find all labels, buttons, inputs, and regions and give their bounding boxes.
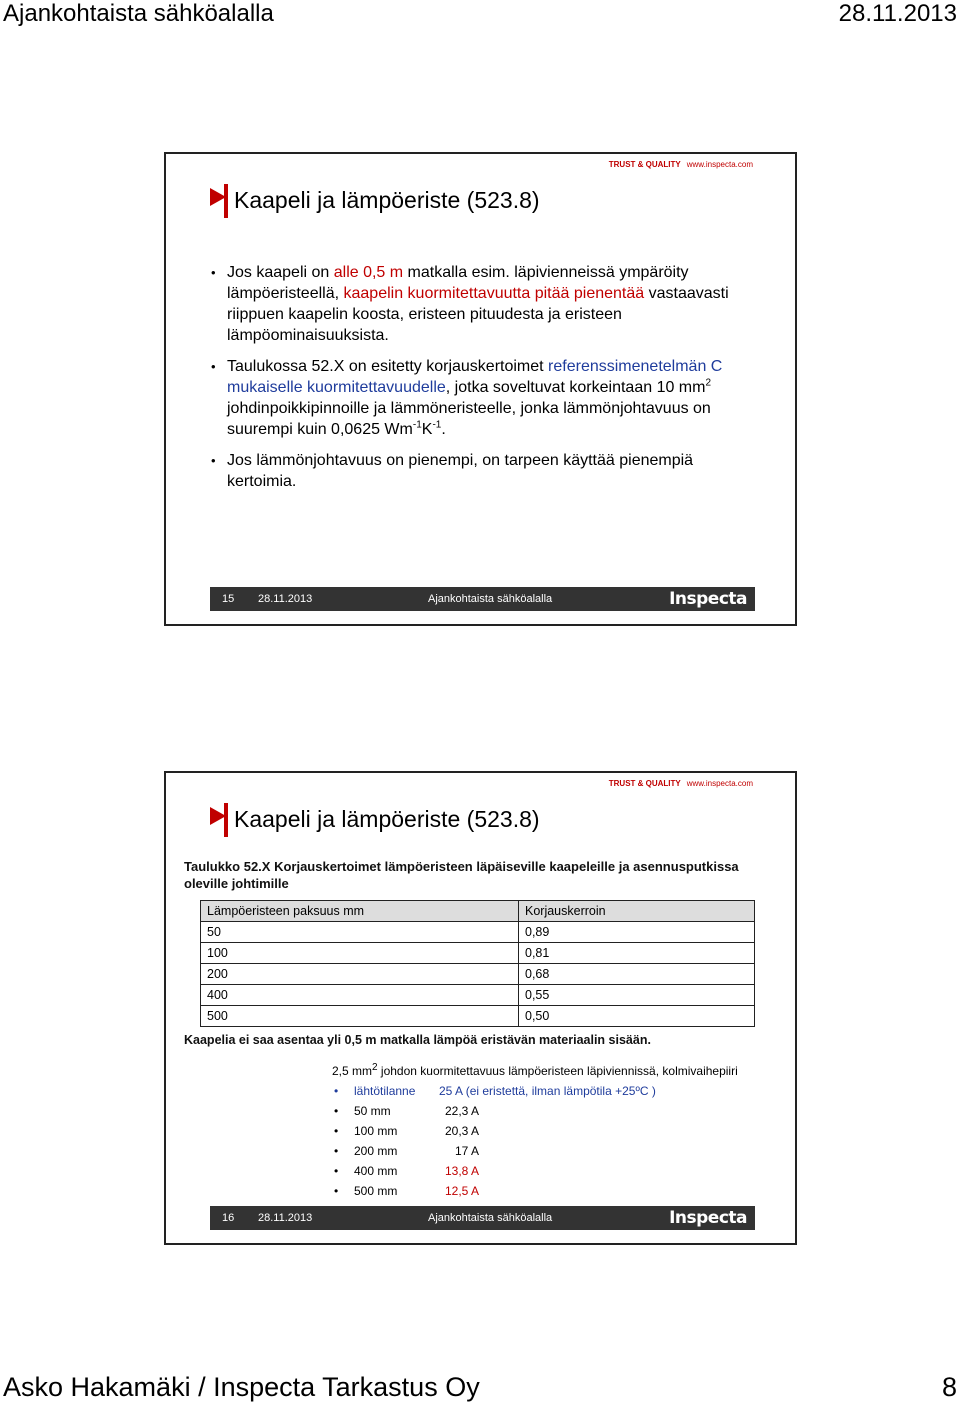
ampacity-block — [332, 1061, 738, 1201]
brand-header — [609, 779, 753, 788]
slide-title: Kaapeli ja lämpöeriste (523.8) — [234, 806, 540, 832]
table-cell: 0,50 — [519, 1006, 755, 1027]
table-row — [201, 943, 755, 964]
list-item: • lähtötilanne 25 A (ei eristettä, ilman lämpötila +25ºC ) — [332, 1081, 738, 1101]
slide-title: Kaapeli ja lämpöeriste (523.8) — [234, 187, 540, 213]
page-header — [0, 0, 960, 30]
page-number: 8 — [941, 1372, 957, 1402]
slide-footer-title: Ajankohtaista sähköalalla — [428, 1212, 553, 1224]
table-header-row — [201, 901, 755, 922]
slide-date: 28.11.2013 — [258, 593, 313, 605]
list-item: • 200 mm 17 A — [332, 1141, 738, 1161]
slide-date: 28.11.2013 — [258, 1212, 313, 1224]
table-cell: 0,55 — [519, 985, 755, 1006]
brand-tagline: TRUST & QUALITY — [608, 779, 681, 788]
title-bar — [224, 184, 228, 218]
brand-url: www.inspecta.com — [686, 160, 753, 169]
slide-footer — [210, 587, 755, 611]
inspecta-logo: Inspecta — [669, 589, 747, 609]
page-header-date: 28.11.2013 — [838, 0, 957, 27]
correction-factor-table — [200, 900, 755, 1027]
inspecta-logo: Inspecta — [669, 1208, 747, 1228]
slide-footer-title: Ajankohtaista sähköalalla — [428, 593, 553, 605]
bullet-item: • Taulukossa 52.X on esitetty korjauskertoimet referenssimenetelmän C mukaiselle kuormitettavuudelle, jotka soveltuvat korkeintaan 10 $mm^2$ johdinpoikkipinnoille ja lämmöneristeelle, jonka lämmönjohtavuus on suurempi kuin 0,0625 $Wm^{-1}K^{-1}$. — [211, 356, 751, 440]
title-bar — [224, 803, 228, 837]
list-item: • 100 mm 20,3 A — [332, 1121, 738, 1141]
list-item: • 50 mm 22,3 A — [332, 1101, 738, 1121]
table-cell: 50 — [201, 922, 519, 943]
brand-tagline: TRUST & QUALITY — [608, 160, 681, 169]
slide-footer — [210, 1206, 755, 1230]
slide-15 — [164, 152, 797, 626]
bullet-item: • Jos lämmönjohtavuus on pienempi, on tarpeen käyttää pienempiä kertoimia. — [211, 450, 751, 492]
list-item: • 500 mm 12,5 A — [332, 1181, 738, 1201]
slide-number: 15 — [222, 593, 235, 605]
table-row — [201, 964, 755, 985]
slide-number: 16 — [222, 1212, 235, 1224]
table-row — [201, 1006, 755, 1027]
table-cell: 0,89 — [519, 922, 755, 943]
table-row — [201, 922, 755, 943]
column-header: Korjauskerroin — [519, 901, 755, 922]
column-header: Lämpöeristeen paksuus mm — [201, 901, 519, 922]
brand-header — [609, 160, 753, 169]
table-heading: Taulukko 52.X Korjauskertoimet lämpöeristeen läpäiseville kaapeleille ja asennusputkissa oleville johtimille — [184, 859, 739, 891]
table-row — [201, 985, 755, 1006]
table-cell: 500 — [201, 1006, 519, 1027]
page-footer-author: Asko Hakamäki / Inspecta Tarkastus Oy — [3, 1372, 480, 1402]
table-cell: 0,81 — [519, 943, 755, 964]
table-cell: 0,68 — [519, 964, 755, 985]
table-note: Kaapelia ei saa asentaa yli 0,5 m matkalla lämpöä eristävän materiaalin sisään. — [184, 1033, 651, 1047]
ampacity-heading: 2,5 $mm^2$ johdon kuormitettavuus lämpöeristeen läpiviennissä, kolmivaihepiiri — [332, 1062, 738, 1078]
brand-url: www.inspecta.com — [686, 779, 753, 788]
table-cell: 200 — [201, 964, 519, 985]
page-header-title: Ajankohtaista sähköalalla — [3, 0, 274, 27]
table-cell: 400 — [201, 985, 519, 1006]
list-item: • 400 mm 13,8 A — [332, 1161, 738, 1181]
slide-16 — [164, 771, 797, 1245]
ampacity-list — [332, 1081, 738, 1201]
page-footer — [0, 1372, 960, 1404]
table-cell: 100 — [201, 943, 519, 964]
bullet-item: • Jos kaapeli on alle 0,5 m matkalla esim. läpivienneissä ympäröity lämpöeristeellä, kaapelin kuormitettavuutta pitää pienentää vastaavasti riippuen kaapelin koosta, eristeen pituudesta ja eristeen lämpöominaisuuksista. — [211, 262, 751, 346]
bullet-list — [211, 262, 751, 502]
